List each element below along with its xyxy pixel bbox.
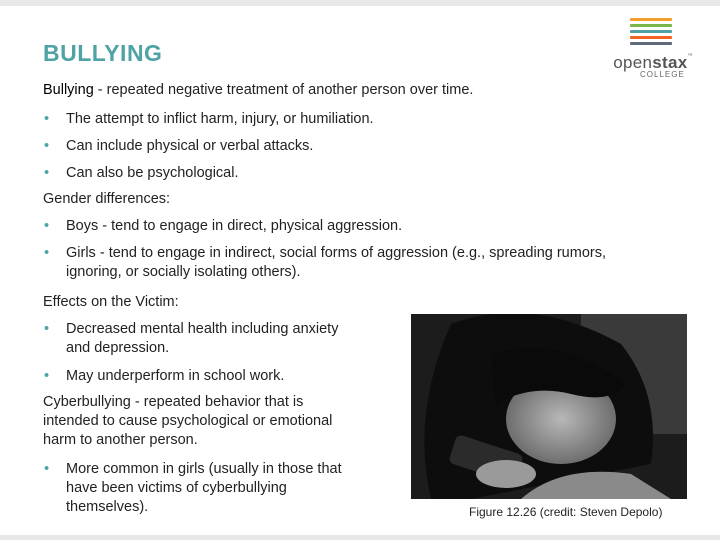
logo-bar	[630, 36, 672, 39]
cyber-bullet	[66, 460, 342, 517]
bullet-marker: •	[44, 461, 50, 477]
figure-caption: Figure 12.26 (credit: Steven Depolo)	[469, 505, 663, 519]
bullet-marker: •	[44, 165, 50, 181]
cyber-text: intended to cause psychological or emotional	[43, 413, 333, 429]
boys-term: Boys	[66, 218, 99, 234]
girls-text-cont: ignoring, or socially isolating others).	[66, 264, 301, 280]
cyber-text: - repeated behavior that is	[130, 394, 304, 410]
bullet-item: Can also be psychological.	[66, 165, 239, 181]
effects-item-line: Decreased mental health including anxiety	[66, 321, 339, 337]
logo-bar	[630, 30, 672, 33]
girls-term: Girls	[66, 245, 96, 261]
cyber-bullet-line: have been victims of cyberbullying	[66, 480, 287, 496]
bullet-item: Can include physical or verbal attacks.	[66, 138, 314, 154]
cyber-term: Cyberbullying	[43, 394, 131, 410]
logo-tm: ™	[687, 53, 693, 59]
boys-item	[66, 217, 402, 236]
cyber-text: harm to another person.	[43, 432, 198, 448]
definition-term: Bullying	[43, 82, 94, 98]
bullet-marker: •	[44, 111, 50, 127]
bullet-item: The attempt to inflict harm, injury, or humiliation.	[66, 111, 374, 127]
girls-item	[66, 244, 606, 282]
photo-illustration	[411, 314, 687, 499]
cyber-definition	[43, 393, 332, 450]
boys-text: - tend to engage in direct, physical aggression.	[98, 218, 403, 234]
bullet-marker: •	[44, 321, 50, 337]
definition-line	[43, 81, 473, 100]
logo-word-bold: stax	[652, 53, 688, 72]
cyber-bullet-line: themselves).	[66, 499, 149, 515]
top-border	[0, 0, 720, 6]
logo-bar	[630, 24, 672, 27]
bullet-marker: •	[44, 138, 50, 154]
effects-heading: Effects on the Victim:	[43, 294, 179, 310]
logo-word-light: open	[613, 53, 653, 72]
definition-text: - repeated negative treatment of another person over time.	[93, 82, 474, 98]
bullet-marker: •	[44, 245, 50, 261]
photo-girl-with-phone	[411, 314, 687, 499]
logo-bar	[630, 18, 672, 21]
effects-item	[66, 320, 338, 358]
logo-bar	[630, 42, 672, 45]
logo-subtitle: COLLEGE	[640, 70, 685, 79]
slide-title: BULLYING	[43, 40, 163, 66]
effects-item: May underperform in school work.	[66, 368, 285, 384]
effects-item-line: and depression.	[66, 340, 170, 356]
bottom-border	[0, 535, 720, 540]
openstax-logo	[610, 18, 700, 80]
bullet-marker: •	[44, 368, 50, 384]
girls-text: - tend to engage in indirect, social forms of aggression (e.g., spreading rumors,	[95, 245, 606, 261]
logo-bars-icon	[630, 18, 672, 48]
cyber-bullet-line: More common in girls (usually in those that	[66, 461, 342, 477]
bullet-marker: •	[44, 218, 50, 234]
gender-heading: Gender differences:	[43, 191, 171, 207]
